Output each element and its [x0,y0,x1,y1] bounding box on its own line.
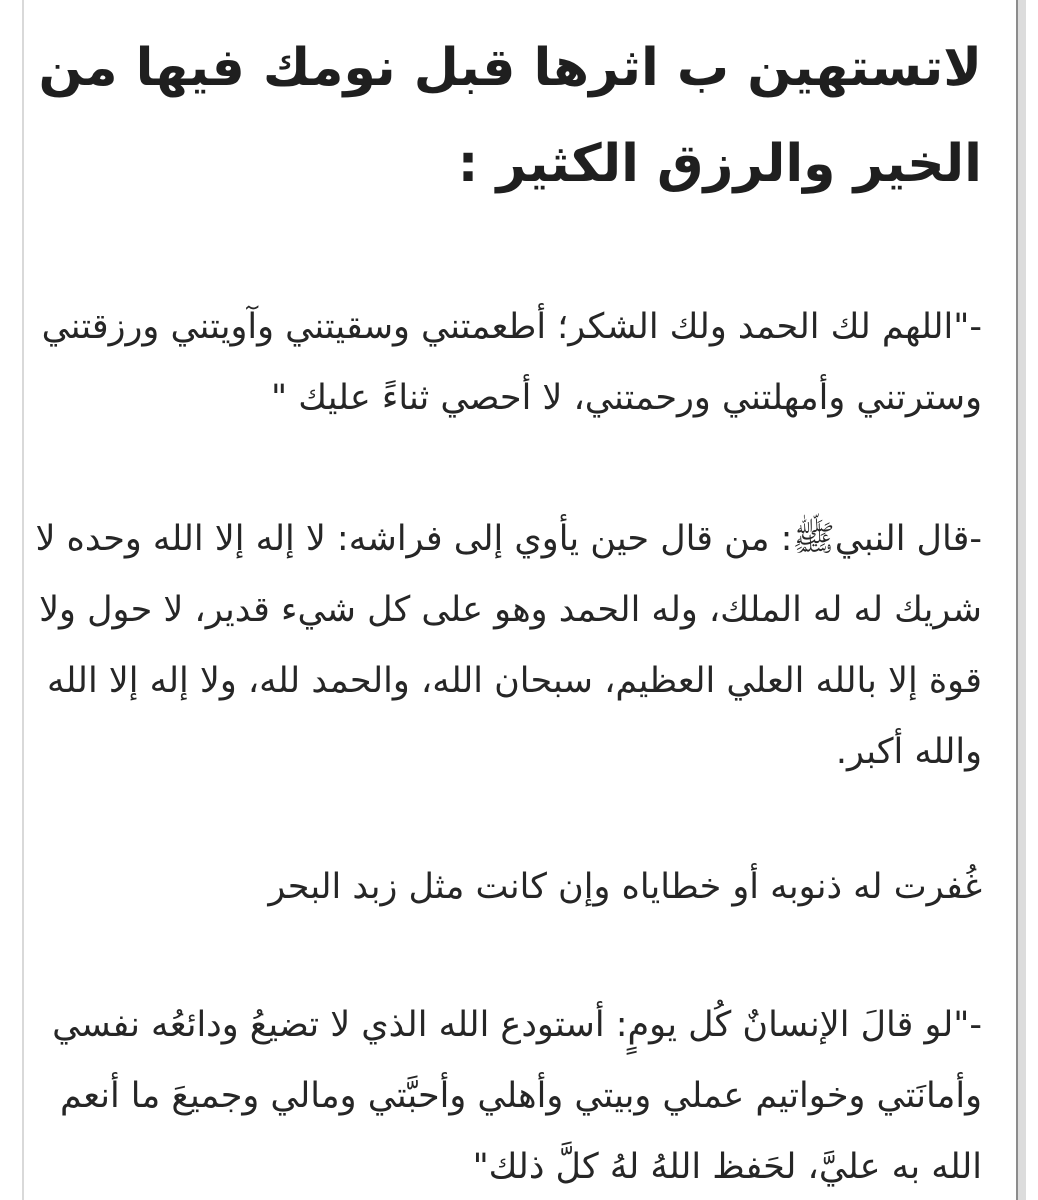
forgiveness-paragraph: غُفرت له ذنوبه أو خطاياه وإن كانت مثل زبد البحر [268,867,982,907]
page-scrollbar[interactable] [1016,0,1026,1200]
entrustment-paragraph: -"لو قالَ الإنسانٌ كُل يومٍ: أستودع الله الذي لا تضيعُ ودائعُه نفسي وأمانَتي وخواتيم عملي وبيتي وأهلي وأحبَّتي ومالي وجميعَ ما أنعم الله به عليَّ، لحَفظ اللهُ لهُ كلَّ ذلك" [52,1005,982,1187]
document-title: لاتستهين ب اثرها قبل نومك فيها من الخير والرزق الكثير : [38,38,982,194]
dua-paragraph: -"اللهم لك الحمد ولك الشكر؛ أطعمتني وسقيتني وآويتني ورزقتني وسترتني وأمهلتني ورحمتني، لا أحصي ثناءً عليك " [41,307,982,418]
hadith-paragraph: -قال النبيﷺ: من قال حين يأوي إلى فراشه: لا إله إلا الله وحده لا شريك له له الملك، وله الحمد وهو على كل شيء قدير، لا حول ولا قوة إلا بالله العلي العظيم، سبحان الله، والحمد لله، ولا إله إلا الله والله أكبر. [35,519,982,772]
left-margin-line [22,0,24,1200]
